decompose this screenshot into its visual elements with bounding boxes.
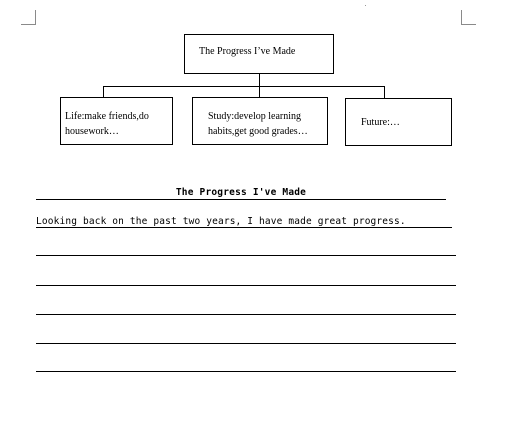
writing-line[interactable] (36, 371, 456, 372)
connector-future-stem (384, 86, 385, 98)
writing-line[interactable] (36, 343, 456, 344)
writing-line[interactable] (36, 314, 456, 315)
diagram-root-box (184, 34, 334, 74)
life-line-2: housework… (65, 126, 119, 137)
connector-root-stem (259, 74, 260, 86)
margin-corner-top-left (21, 10, 36, 25)
diagram-box-future (345, 98, 452, 146)
study-line-2: habits,get good grades… (208, 126, 308, 137)
connector-study-stem (259, 86, 260, 97)
life-line-1: Life:make friends,do (65, 111, 149, 122)
margin-corner-top-right (461, 10, 476, 25)
diagram-box-study (192, 97, 328, 145)
diagram-box-life (60, 97, 173, 145)
heading-underline (36, 199, 446, 200)
stray-dot (365, 5, 366, 6)
essay-first-line[interactable]: Looking back on the past two years, I have made great progress. (36, 216, 406, 227)
writing-line[interactable] (36, 285, 456, 286)
writing-line[interactable] (36, 255, 456, 256)
essay-first-line-rule (36, 227, 452, 228)
diagram-root-label: The Progress I’ve Made (199, 46, 296, 57)
connector-life-stem (103, 86, 104, 97)
connector-horizontal (103, 86, 385, 87)
essay-heading: The Progress I've Made (175, 187, 307, 198)
study-line-1: Study:develop learning (208, 111, 302, 122)
future-line-1: Future:… (361, 117, 400, 128)
